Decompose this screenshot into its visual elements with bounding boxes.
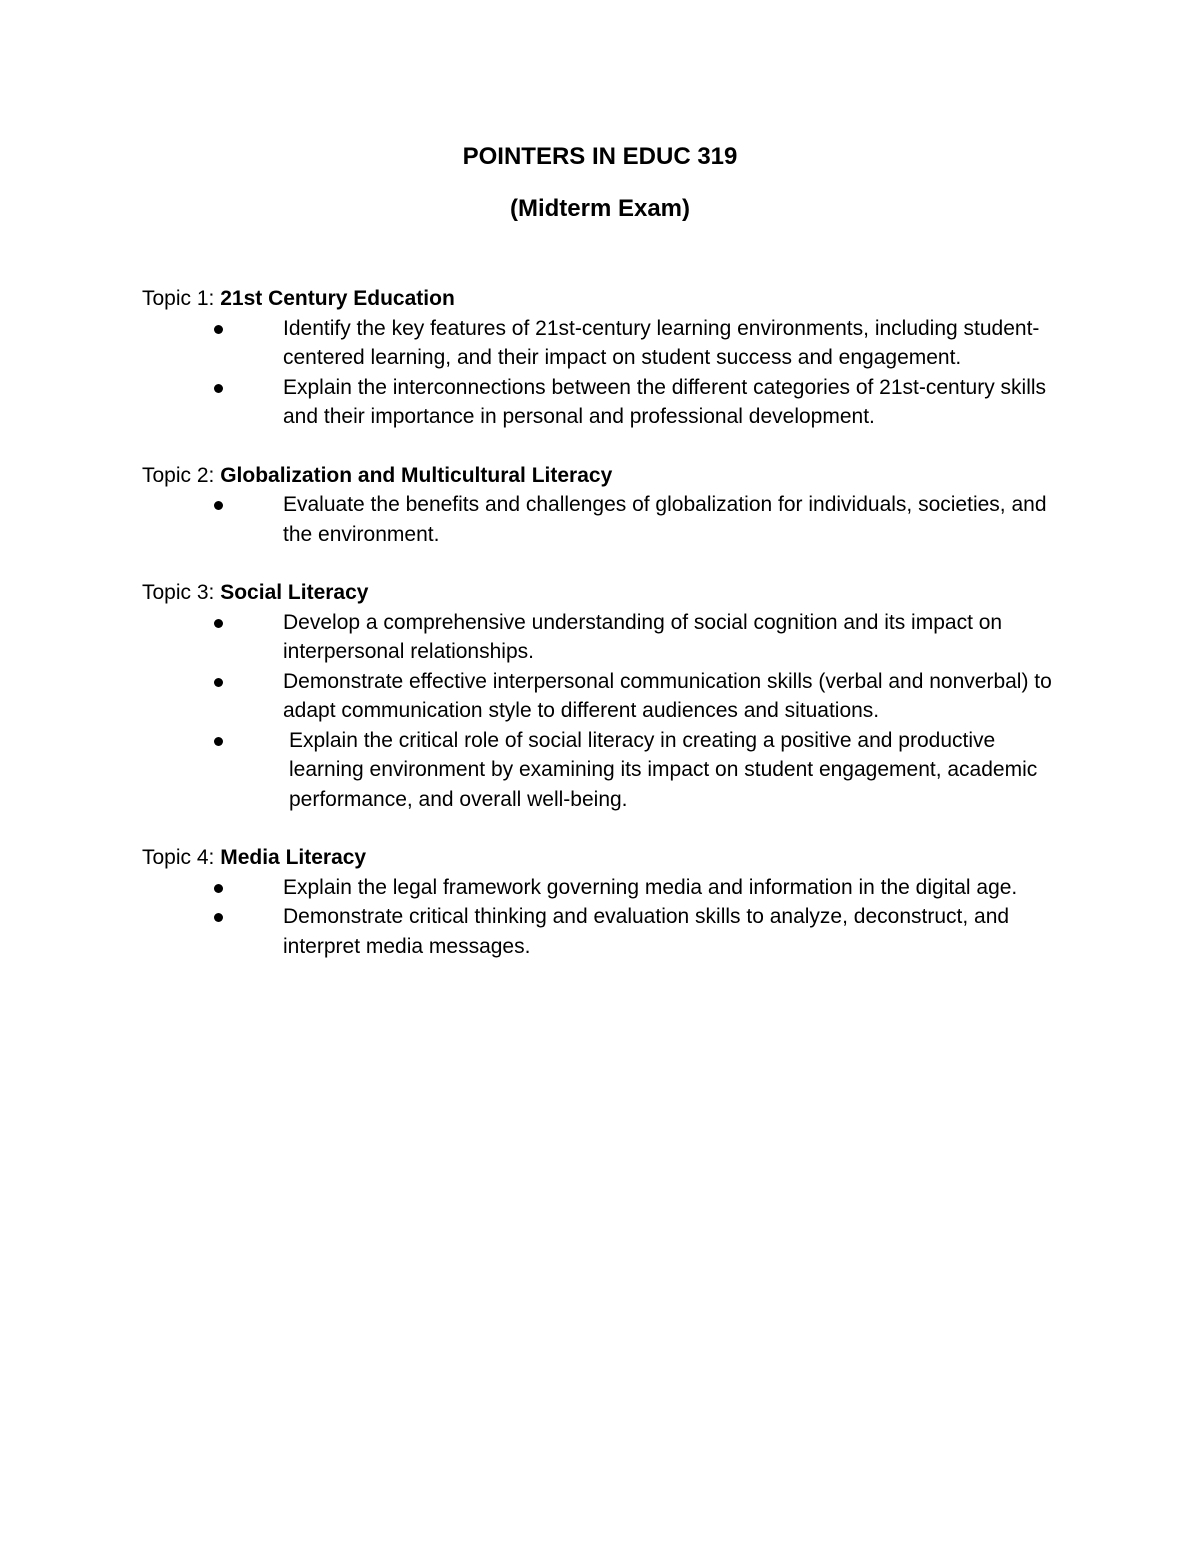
topic-name: 21st Century Education xyxy=(220,287,455,310)
list-item-text: Demonstrate effective interpersonal communication skills (verbal and nonverbal) to adapt communication style to different audiences and situations. xyxy=(283,669,1052,722)
bullet-icon xyxy=(214,913,223,922)
list-item-text: Explain the interconnections between the different categories of 21st-century skills and their importance in personal and professional development. xyxy=(283,375,1047,428)
list-item xyxy=(142,314,1072,373)
topic-heading xyxy=(142,843,1072,873)
topic-heading xyxy=(142,461,1072,491)
topic-heading xyxy=(142,284,1072,314)
topic-bullets xyxy=(142,608,1072,815)
list-item xyxy=(142,902,1072,961)
bullet-icon xyxy=(214,384,223,393)
topic-bullets xyxy=(142,873,1072,962)
topic-section xyxy=(142,461,1072,550)
topic-number: Topic 4: xyxy=(142,846,221,869)
list-item xyxy=(142,873,1072,903)
list-item-text: Explain the critical role of social literacy in creating a positive and productive learning environment by examining its impact on student engagement, academic performance, and overall well-being. xyxy=(289,728,1038,811)
topic-number: Topic 3: xyxy=(142,581,221,604)
topic-section xyxy=(142,578,1072,814)
list-item-text: Develop a comprehensive understanding of social cognition and its impact on interpersonal relationships. xyxy=(283,610,1003,663)
bullet-icon xyxy=(214,884,223,893)
list-item xyxy=(142,667,1072,726)
list-item xyxy=(142,608,1072,667)
list-item-text: Identify the key features of 21st-century learning environments, including student-centered learning, and their impact on student success and engagement. xyxy=(283,316,1040,369)
topic-heading xyxy=(142,578,1072,608)
topic-number: Topic 2: xyxy=(142,463,221,487)
topic-section xyxy=(142,284,1072,432)
bullet-icon xyxy=(214,737,223,746)
topic-bullets xyxy=(142,314,1072,432)
topics-list xyxy=(142,284,1072,990)
bullet-icon xyxy=(214,325,223,334)
topic-section xyxy=(142,843,1072,961)
topic-name: Globalization and Multicultural Literacy xyxy=(220,463,613,487)
list-item xyxy=(142,490,1072,549)
bullet-icon xyxy=(214,619,223,628)
topic-name: Media Literacy xyxy=(220,846,367,869)
bullet-icon xyxy=(214,678,223,687)
page-title: POINTERS IN EDUC 319 xyxy=(462,143,738,170)
list-item-text: Explain the legal framework governing media and information in the digital age. xyxy=(283,875,1018,899)
page-subtitle: (Midterm Exam) xyxy=(509,195,691,222)
topic-name: Social Literacy xyxy=(220,581,369,604)
topic-bullets xyxy=(142,490,1072,549)
list-item-text: Demonstrate critical thinking and evaluation skills to analyze, deconstruct, and interpret media messages. xyxy=(283,905,1010,958)
list-item-text: Evaluate the benefits and challenges of globalization for individuals, societies, and the environment. xyxy=(283,493,1047,546)
bullet-icon xyxy=(214,501,223,510)
list-item xyxy=(142,373,1072,432)
list-item xyxy=(142,726,1072,815)
topic-number: Topic 1: xyxy=(142,287,221,310)
